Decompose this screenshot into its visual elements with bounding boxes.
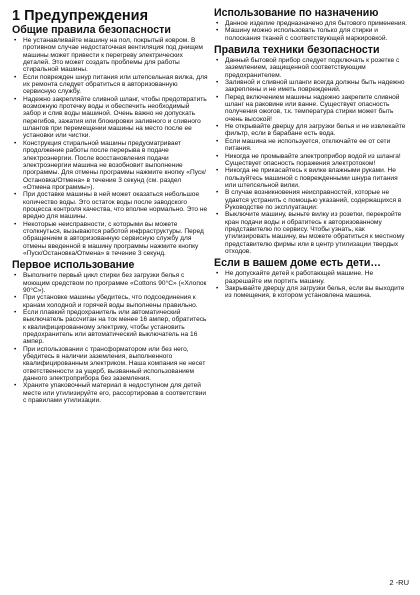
first-use-list bbox=[12, 272, 208, 404]
list-item: • Храните упаковочный материал в недоступном для детей месте или утилизируйте его, рассортировав в соответствии с правилами утилизации. bbox=[12, 382, 208, 404]
list-item: • Выполните первый цикл стирки без загрузки белья с моющим средством по программе «Cottons 90°C» («Хлопок 90°C»). bbox=[12, 272, 208, 294]
general-safety-list bbox=[12, 37, 208, 257]
list-item: • Заливной и сливной шланги всегда должны быть надежно закреплены и не иметь повреждений. bbox=[214, 79, 410, 94]
section-title: 1 Предупреждения bbox=[12, 8, 149, 24]
list-item: • Данное изделие предназначено для бытового применения. bbox=[214, 20, 410, 27]
children-list bbox=[214, 270, 410, 299]
list-item: • Не открывайте дверцу для загрузки белья и не извлекайте фильтр, если в барабане есть вода. bbox=[214, 123, 410, 138]
list-item: • Перед включением машины надежно закрепите сливной шланг на раковине или ванне. Существует опасность получения ожогов, т.к. температура стирки может быть очень высокой! bbox=[214, 94, 410, 123]
list-item: • Если плавкий предохранитель или автоматический выключатель рассчитан на ток менее 16 ампер, обратитесь к квалифицированному электрику, чтобы установить предохранитель или автоматический выключатель на 16 ампер. bbox=[12, 309, 208, 346]
general-safety-heading: Общие правила безопасности bbox=[12, 24, 171, 36]
list-item: • Если машина не используется, отключайте ее от сети питания. bbox=[214, 138, 410, 153]
list-item: • В случае возникновения неисправностей, которые не удается устранить с помощью указаний, содержащихся в Руководстве по эксплуатации: bbox=[214, 189, 410, 211]
list-item: • Никогда не прикасайтесь к вилке влажными руками. Не пользуйтесь машиной с поврежденными шнура питания или штепсельной вилки. bbox=[214, 167, 410, 189]
list-item: • При использовании с трансформатором или без него, убедитесь в наличии заземления, выполненного квалифицированным электриком. Наша компания не несет ответственности за ущерб, вызванный использованием данного электроприбора без заземления. bbox=[12, 346, 208, 383]
left-column bbox=[12, 8, 208, 405]
list-item: • Машину можно использовать только для стирки и полоскания тканей с соответствующей маркировкой. bbox=[214, 27, 410, 42]
intended-use-list bbox=[214, 20, 410, 42]
list-item: • Никогда не промывайте электроприбор водой из шланга! Существует опасность поражения электротоком! bbox=[214, 153, 410, 168]
children-heading: Если в вашем доме есть дети… bbox=[214, 257, 382, 270]
list-item: • Надежно закрепляйте сливной шланг, чтобы предотвратить возможную протечку воды и обеспечить необходимый забор и слив воды машиной. Очень важно не допускать перегибов, зажатия или блокировки заливного и сливного шлангов при перемещении машины на место после ее установки или чистки. bbox=[12, 96, 208, 140]
list-item: • Конструкция стиральной машины предусматривает продолжение работы после перерыва в подаче электроэнергии. После восстановления подачи электроэнергии машина не возобновит выполнение программы. Для отмены программы нажмите кнопку «Пуск/Остановка/Отмена» в течение 3 секунд (см. раздел «Отмена программы»). bbox=[12, 140, 208, 191]
right-column bbox=[214, 8, 410, 300]
list-item: • Данный бытовой прибор следует подключать к розетке с заземлением, защищенной соответствующим предохранителем. bbox=[214, 57, 410, 79]
intended-use-heading: Использование по назначению bbox=[214, 7, 379, 19]
page-number: 2 -RU bbox=[389, 578, 409, 587]
first-use-heading: Первое использование bbox=[12, 259, 135, 272]
list-item: • Выключите машину, выньте вилку из розетки, перекройте кран подачи воды и обратитесь к авторизованному представителю по сервису. Чтобы узнать, как утилизировать машину, вы можете обратиться к местному представителю фирмы или в центр утилизации твердых отходов. bbox=[214, 211, 410, 255]
list-item: • При установке машины убедитесь, что подсоединения к кранам холодной и горячей воды выполнены правильно. bbox=[12, 294, 208, 309]
list-item: • Не допускайте детей к работающей машине. Не разрешайте им портить машину. bbox=[214, 270, 410, 285]
technical-safety-heading: Правила техники безопасности bbox=[214, 44, 380, 57]
list-item: • Не устанавливайте машину на пол, покрытый ковром. В противном случае недостаточная вентиляция под днищем машины может привести к перегреву электрических деталей. Это может создать проблемы для работы стиральной машины. bbox=[12, 37, 208, 74]
list-item: • Некоторые неисправности, с которыми вы можете столкнуться, вызываются работой инфраструктуры. Перед обращением в авторизованную сервисную службу для отмены введенной в машину программы нажмите кнопку «Пуск/Остановка/Отмена» в течение 3 секунд. bbox=[12, 221, 208, 258]
list-item: • Закрывайте дверцу для загрузки белья, если вы выходите из помещения, в котором установлена машина. bbox=[214, 285, 410, 300]
technical-safety-list bbox=[214, 57, 410, 255]
list-item: • Если поврежден шнур питания или штепсельная вилка, для их ремонта следует обратиться в авторизованную сервисную службу. bbox=[12, 74, 208, 96]
list-item: • При доставке машины в ней может оказаться небольшое количество воды. Это остаток воды после заводского процесса контроля качества, что вполне нормально. Это не вредно для машины. bbox=[12, 191, 208, 220]
